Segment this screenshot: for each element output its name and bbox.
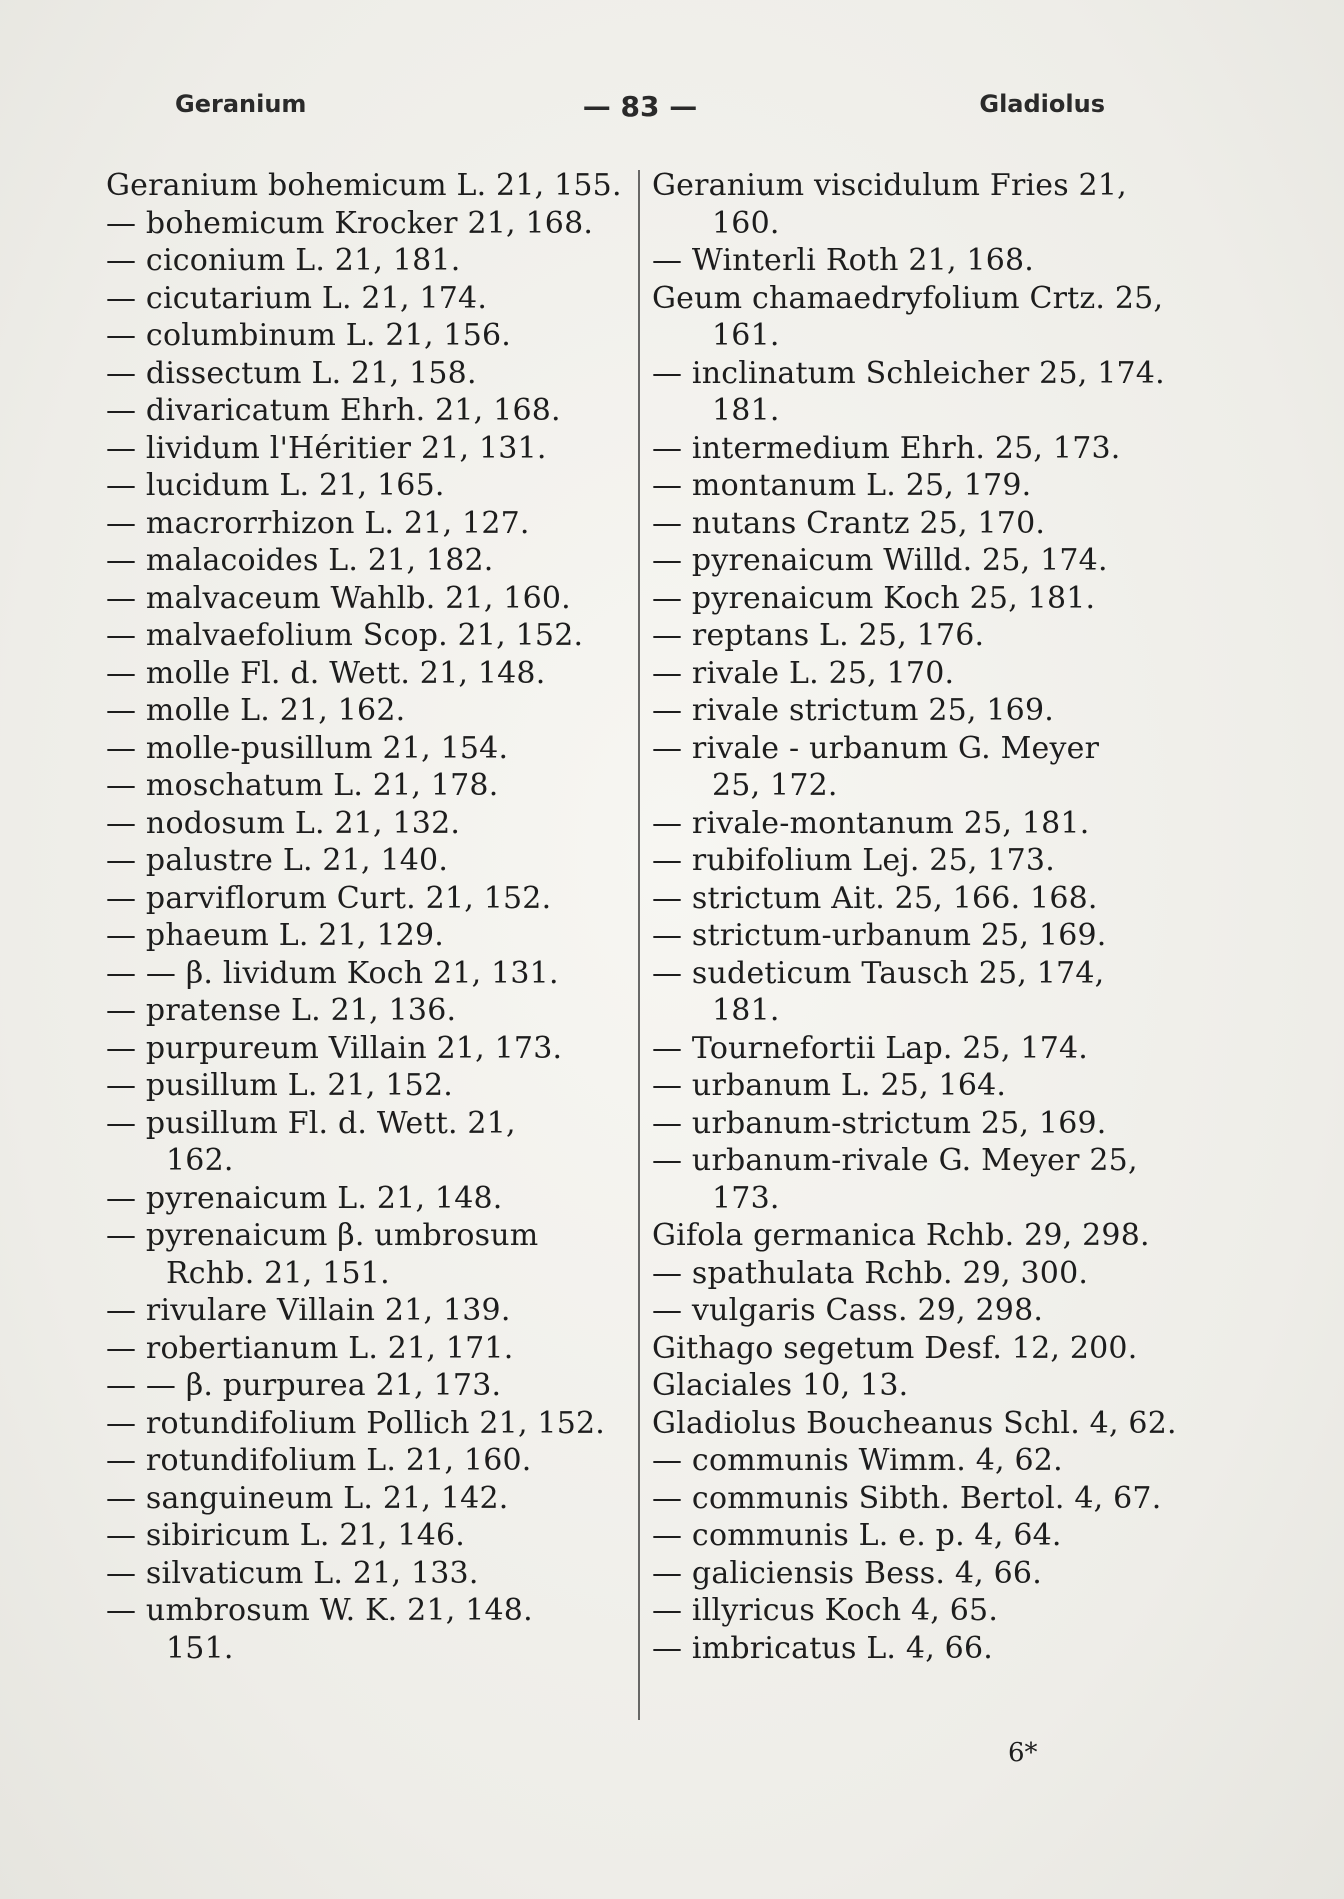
index-entry-continuation: 151.: [166, 1630, 234, 1666]
index-entry: — ciconium L. 21, 181.: [106, 243, 461, 278]
index-entry: — — β. lividum Koch 21, 131.: [106, 955, 559, 991]
index-entry: — pusillum L. 21, 152.: [106, 1068, 453, 1103]
index-entry: Gladiolus Boucheanus Schl. 4, 62.: [652, 1405, 1177, 1441]
index-entry: — parviflorum Curt. 21, 152.: [106, 880, 552, 916]
index-entry: — communis Wimm. 4, 62.: [652, 1443, 1063, 1478]
index-entry: — sibiricum L. 21, 146.: [106, 1518, 466, 1553]
index-entry-continuation: 161.: [712, 318, 780, 353]
index-entry-continuation: 160.: [712, 205, 780, 241]
index-entry: — galiciensis Bess. 4, 66.: [652, 1555, 1042, 1591]
index-entry: — communis L. e. p. 4, 64.: [652, 1518, 1062, 1553]
index-entry: — pratense L. 21, 136.: [106, 993, 457, 1028]
index-entry: — rivulare Villain 21, 139.: [106, 1293, 511, 1328]
index-entry: — urbanum-rivale G. Meyer 25,: [652, 1143, 1138, 1178]
index-entry: — rivale L. 25, 170.: [652, 655, 955, 691]
index-entry: — columbinum L. 21, 156.: [106, 318, 512, 353]
index-entry: — communis Sibth. Bertol. 4, 67.: [652, 1480, 1162, 1516]
index-entry: — Tournefortii Lap. 25, 174.: [652, 1030, 1089, 1066]
index-entry: — urbanum-strictum 25, 169.: [652, 1105, 1107, 1141]
index-entry: Gifola germanica Rchb. 29, 298.: [652, 1218, 1150, 1253]
index-entry: — umbrosum W. K. 21, 148.: [106, 1593, 533, 1628]
index-entry: — rivale - urbanum G. Meyer: [652, 730, 1100, 766]
index-entry: — pyrenaicum β. umbrosum: [106, 1218, 539, 1253]
index-entry: — spathulata Rchb. 29, 300.: [652, 1255, 1089, 1291]
index-entry: — macrorrhizon L. 21, 127.: [106, 505, 530, 541]
index-entry: — silvaticum L. 21, 133.: [106, 1555, 479, 1591]
index-entry-continuation: 181.: [712, 993, 780, 1028]
index-entry: — bohemicum Krocker 21, 168.: [106, 205, 594, 241]
index-entry: — malvaefolium Scop. 21, 152.: [106, 618, 584, 653]
index-entry: — dissectum L. 21, 158.: [106, 355, 477, 391]
index-entry: — molle Fl. d. Wett. 21, 148.: [106, 655, 546, 691]
index-entry-continuation: 173.: [712, 1180, 780, 1216]
index-entry: — — β. purpurea 21, 173.: [106, 1368, 502, 1403]
index-entry: — purpureum Villain 21, 173.: [106, 1030, 563, 1066]
header-left-word: Geranium: [175, 90, 307, 118]
right-column: [652, 167, 1177, 1667]
index-entry-continuation: Rchb. 21, 151.: [166, 1255, 390, 1291]
index-entry: — rotundifolium Pollich 21, 152.: [106, 1405, 606, 1441]
index-entry: — divaricatum Ehrh. 21, 168.: [106, 393, 561, 428]
index-entry: — imbricatus L. 4, 66.: [652, 1630, 993, 1666]
index-entry-continuation: 25, 172.: [712, 768, 838, 803]
index-entry: — strictum-urbanum 25, 169.: [652, 918, 1107, 953]
index-entry: — malvaceum Wahlb. 21, 160.: [106, 580, 571, 616]
page-number: — 83 —: [582, 90, 698, 123]
left-column: [106, 167, 626, 1667]
running-head: [175, 90, 1105, 130]
index-entry: — robertianum L. 21, 171.: [106, 1330, 514, 1366]
index-entry: — rivale-montanum 25, 181.: [652, 805, 1090, 841]
index-entry: — cicutarium L. 21, 174.: [106, 280, 488, 316]
index-entry: — lividum l'Héritier 21, 131.: [106, 430, 547, 466]
index-entry: — pyrenaicum L. 21, 148.: [106, 1180, 503, 1216]
index-entry: — vulgaris Cass. 29, 298.: [652, 1293, 1044, 1328]
index-entry: — inclinatum Schleicher 25, 174.: [652, 355, 1165, 391]
index-entry-continuation: 162.: [166, 1143, 234, 1178]
index-entry: — pusillum Fl. d. Wett. 21,: [106, 1105, 516, 1141]
index-entry: — phaeum L. 21, 129.: [106, 918, 445, 953]
index-entry: — montanum L. 25, 179.: [652, 468, 1032, 503]
index-entry: — intermedium Ehrh. 25, 173.: [652, 430, 1121, 466]
index-entry: — sanguineum L. 21, 142.: [106, 1480, 509, 1516]
index-entry: — molle L. 21, 162.: [106, 693, 406, 728]
index-entry: — strictum Ait. 25, 166. 168.: [652, 880, 1098, 916]
index-entry: Geranium bohemicum L. 21, 155.: [106, 168, 622, 203]
index-entry: — pyrenaicum Koch 25, 181.: [652, 580, 1096, 616]
index-entry: — pyrenaicum Willd. 25, 174.: [652, 543, 1108, 578]
index-entry: — molle-pusillum 21, 154.: [106, 730, 509, 766]
index-entry: Glaciales 10, 13.: [652, 1368, 909, 1403]
index-entry: — malacoides L. 21, 182.: [106, 543, 494, 578]
index-entry: — urbanum L. 25, 164.: [652, 1068, 1007, 1103]
index-entry: Geranium viscidulum Fries 21,: [652, 168, 1127, 203]
index-entry: — Winterli Roth 21, 168.: [652, 243, 1035, 278]
index-entry: — illyricus Koch 4, 65.: [652, 1593, 999, 1628]
signature-mark: 6*: [1008, 1738, 1038, 1768]
index-entry: — lucidum L. 21, 165.: [106, 468, 445, 503]
index-entry: — rubifolium Lej. 25, 173.: [652, 843, 1055, 878]
index-entry: — reptans L. 25, 176.: [652, 618, 985, 653]
index-entry: — moschatum L. 21, 178.: [106, 768, 499, 803]
index-entry: Geum chamaedryfolium Crtz. 25,: [652, 280, 1164, 316]
index-entry: — rotundifolium L. 21, 160.: [106, 1443, 532, 1478]
column-divider: [638, 170, 640, 1720]
index-entry: — palustre L. 21, 140.: [106, 843, 449, 878]
header-right-word: Gladiolus: [979, 90, 1105, 118]
index-entry: — sudeticum Tausch 25, 174,: [652, 955, 1105, 991]
index-entry: — nutans Crantz 25, 170.: [652, 505, 1046, 541]
index-entry: — rivale strictum 25, 169.: [652, 693, 1054, 728]
index-entry-continuation: 181.: [712, 393, 780, 428]
index-entry: Githago segetum Desf. 12, 200.: [652, 1330, 1138, 1366]
index-entry: — nodosum L. 21, 132.: [106, 805, 461, 841]
